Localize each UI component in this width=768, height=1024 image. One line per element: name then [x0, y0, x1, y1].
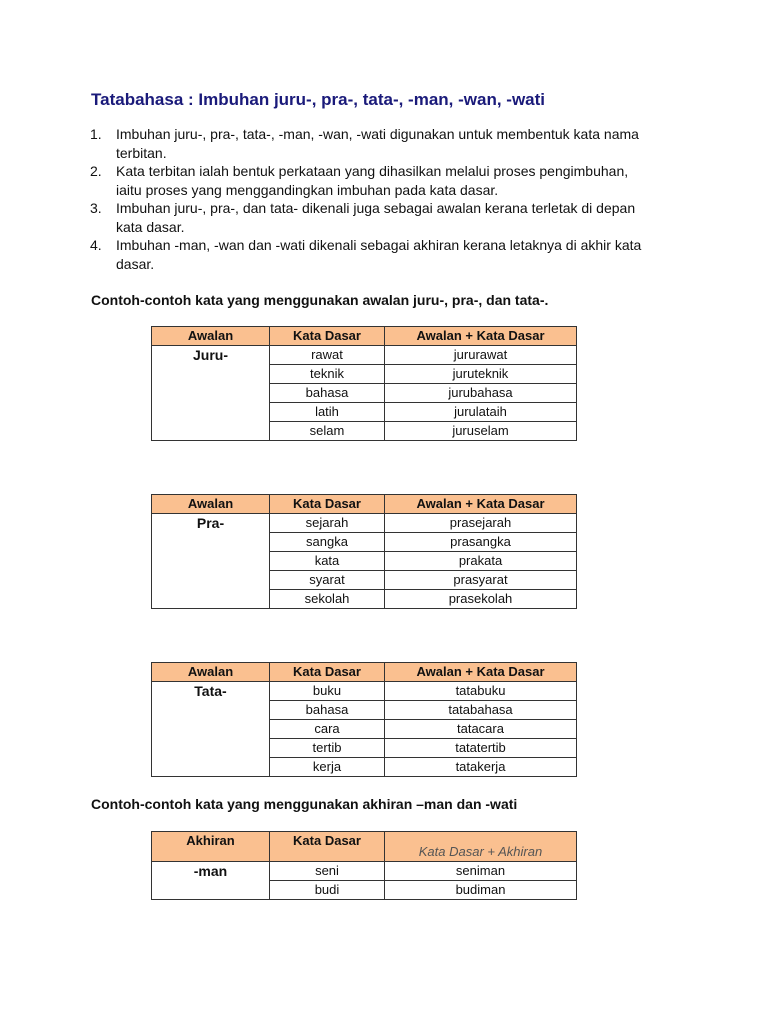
word-table-2: [151, 494, 577, 609]
list-item: [90, 199, 650, 236]
base-word-cell: buku: [270, 682, 385, 701]
derived-word-cell: tatabuku: [385, 682, 577, 701]
column-header: Akhiran: [152, 832, 270, 862]
affix-cell: Juru-: [152, 346, 270, 441]
derived-word-cell: juruselam: [385, 422, 577, 441]
base-word-cell: sekolah: [270, 590, 385, 609]
derived-word-cell: prasyarat: [385, 571, 577, 590]
base-word-cell: bahasa: [270, 384, 385, 403]
list-item: [90, 236, 650, 273]
header-row: [152, 663, 577, 682]
table-row: [152, 514, 577, 533]
column-header: Kata Dasar: [270, 495, 385, 514]
derived-word-cell: tatacara: [385, 720, 577, 739]
column-header: Awalan: [152, 495, 270, 514]
column-header: Awalan: [152, 327, 270, 346]
base-word-cell: latih: [270, 403, 385, 422]
header-row: [152, 832, 577, 862]
derived-word-cell: jurulataih: [385, 403, 577, 422]
derived-word-cell: jururawat: [385, 346, 577, 365]
points-list: [90, 125, 650, 273]
list-number: 1.: [90, 126, 102, 142]
affix-cell: -man: [152, 862, 270, 900]
base-word-cell: budi: [270, 881, 385, 900]
derived-word-cell: prasekolah: [385, 590, 577, 609]
table-row: [152, 862, 577, 881]
list-item: [90, 162, 650, 199]
header-row: [152, 495, 577, 514]
derived-word-cell: jurubahasa: [385, 384, 577, 403]
page-title: Tatabahasa : Imbuhan juru-, pra-, tata-, -man, -wan, -wati: [91, 90, 546, 109]
column-header: Awalan + Kata Dasar: [385, 495, 577, 514]
base-word-cell: teknik: [270, 365, 385, 384]
column-header: Kata Dasar: [270, 327, 385, 346]
list-text: Imbuhan juru-, pra-, tata-, -man, -wan, -wati digunakan untuk membentuk kata nama terbitan.: [116, 126, 639, 161]
section-heading-awalan: Contoh-contoh kata yang menggunakan awalan juru-, pra-, dan tata-.: [91, 292, 549, 308]
header-row: [152, 327, 577, 346]
base-word-cell: rawat: [270, 346, 385, 365]
list-text: Kata terbitan ialah bentuk perkataan yang dihasilkan melalui proses pengimbuhan, iaitu proses yang menggandingkan imbuhan pada kata dasar.: [116, 163, 629, 198]
list-text: Imbuhan -man, -wan dan -wati dikenali sebagai akhiran kerana letaknya di akhir kata dasar.: [116, 237, 642, 272]
derived-word-cell: prakata: [385, 552, 577, 571]
list-item: [90, 125, 650, 162]
base-word-cell: kata: [270, 552, 385, 571]
base-word-cell: sejarah: [270, 514, 385, 533]
derived-word-cell: tatakerja: [385, 758, 577, 777]
list-number: 3.: [90, 200, 102, 216]
base-word-cell: kerja: [270, 758, 385, 777]
affix-cell: Tata-: [152, 682, 270, 777]
word-table-3: [151, 662, 577, 777]
base-word-cell: syarat: [270, 571, 385, 590]
column-header: Kata Dasar + Akhiran: [385, 832, 577, 862]
word-table-4: [151, 831, 577, 900]
column-header: Kata Dasar: [270, 832, 385, 862]
base-word-cell: cara: [270, 720, 385, 739]
base-word-cell: sangka: [270, 533, 385, 552]
word-table-1: [151, 326, 577, 441]
base-word-cell: selam: [270, 422, 385, 441]
derived-word-cell: prasangka: [385, 533, 577, 552]
list-number: 2.: [90, 163, 102, 179]
column-header: Kata Dasar: [270, 663, 385, 682]
affix-cell: Pra-: [152, 514, 270, 609]
base-word-cell: bahasa: [270, 701, 385, 720]
derived-word-cell: tatabahasa: [385, 701, 577, 720]
base-word-cell: tertib: [270, 739, 385, 758]
column-header: Awalan + Kata Dasar: [385, 327, 577, 346]
table-row: [152, 682, 577, 701]
derived-word-cell: tatatertib: [385, 739, 577, 758]
column-header: Awalan + Kata Dasar: [385, 663, 577, 682]
derived-word-cell: prasejarah: [385, 514, 577, 533]
derived-word-cell: juruteknik: [385, 365, 577, 384]
list-number: 4.: [90, 237, 102, 253]
base-word-cell: seni: [270, 862, 385, 881]
list-text: Imbuhan juru-, pra-, dan tata- dikenali juga sebagai awalan kerana terletak di depan kata dasar.: [116, 200, 636, 235]
column-header: Awalan: [152, 663, 270, 682]
derived-word-cell: seniman: [385, 862, 577, 881]
table-row: [152, 346, 577, 365]
derived-word-cell: budiman: [385, 881, 577, 900]
section-heading-akhiran: Contoh-contoh kata yang menggunakan akhiran –man dan -wati: [91, 796, 518, 812]
